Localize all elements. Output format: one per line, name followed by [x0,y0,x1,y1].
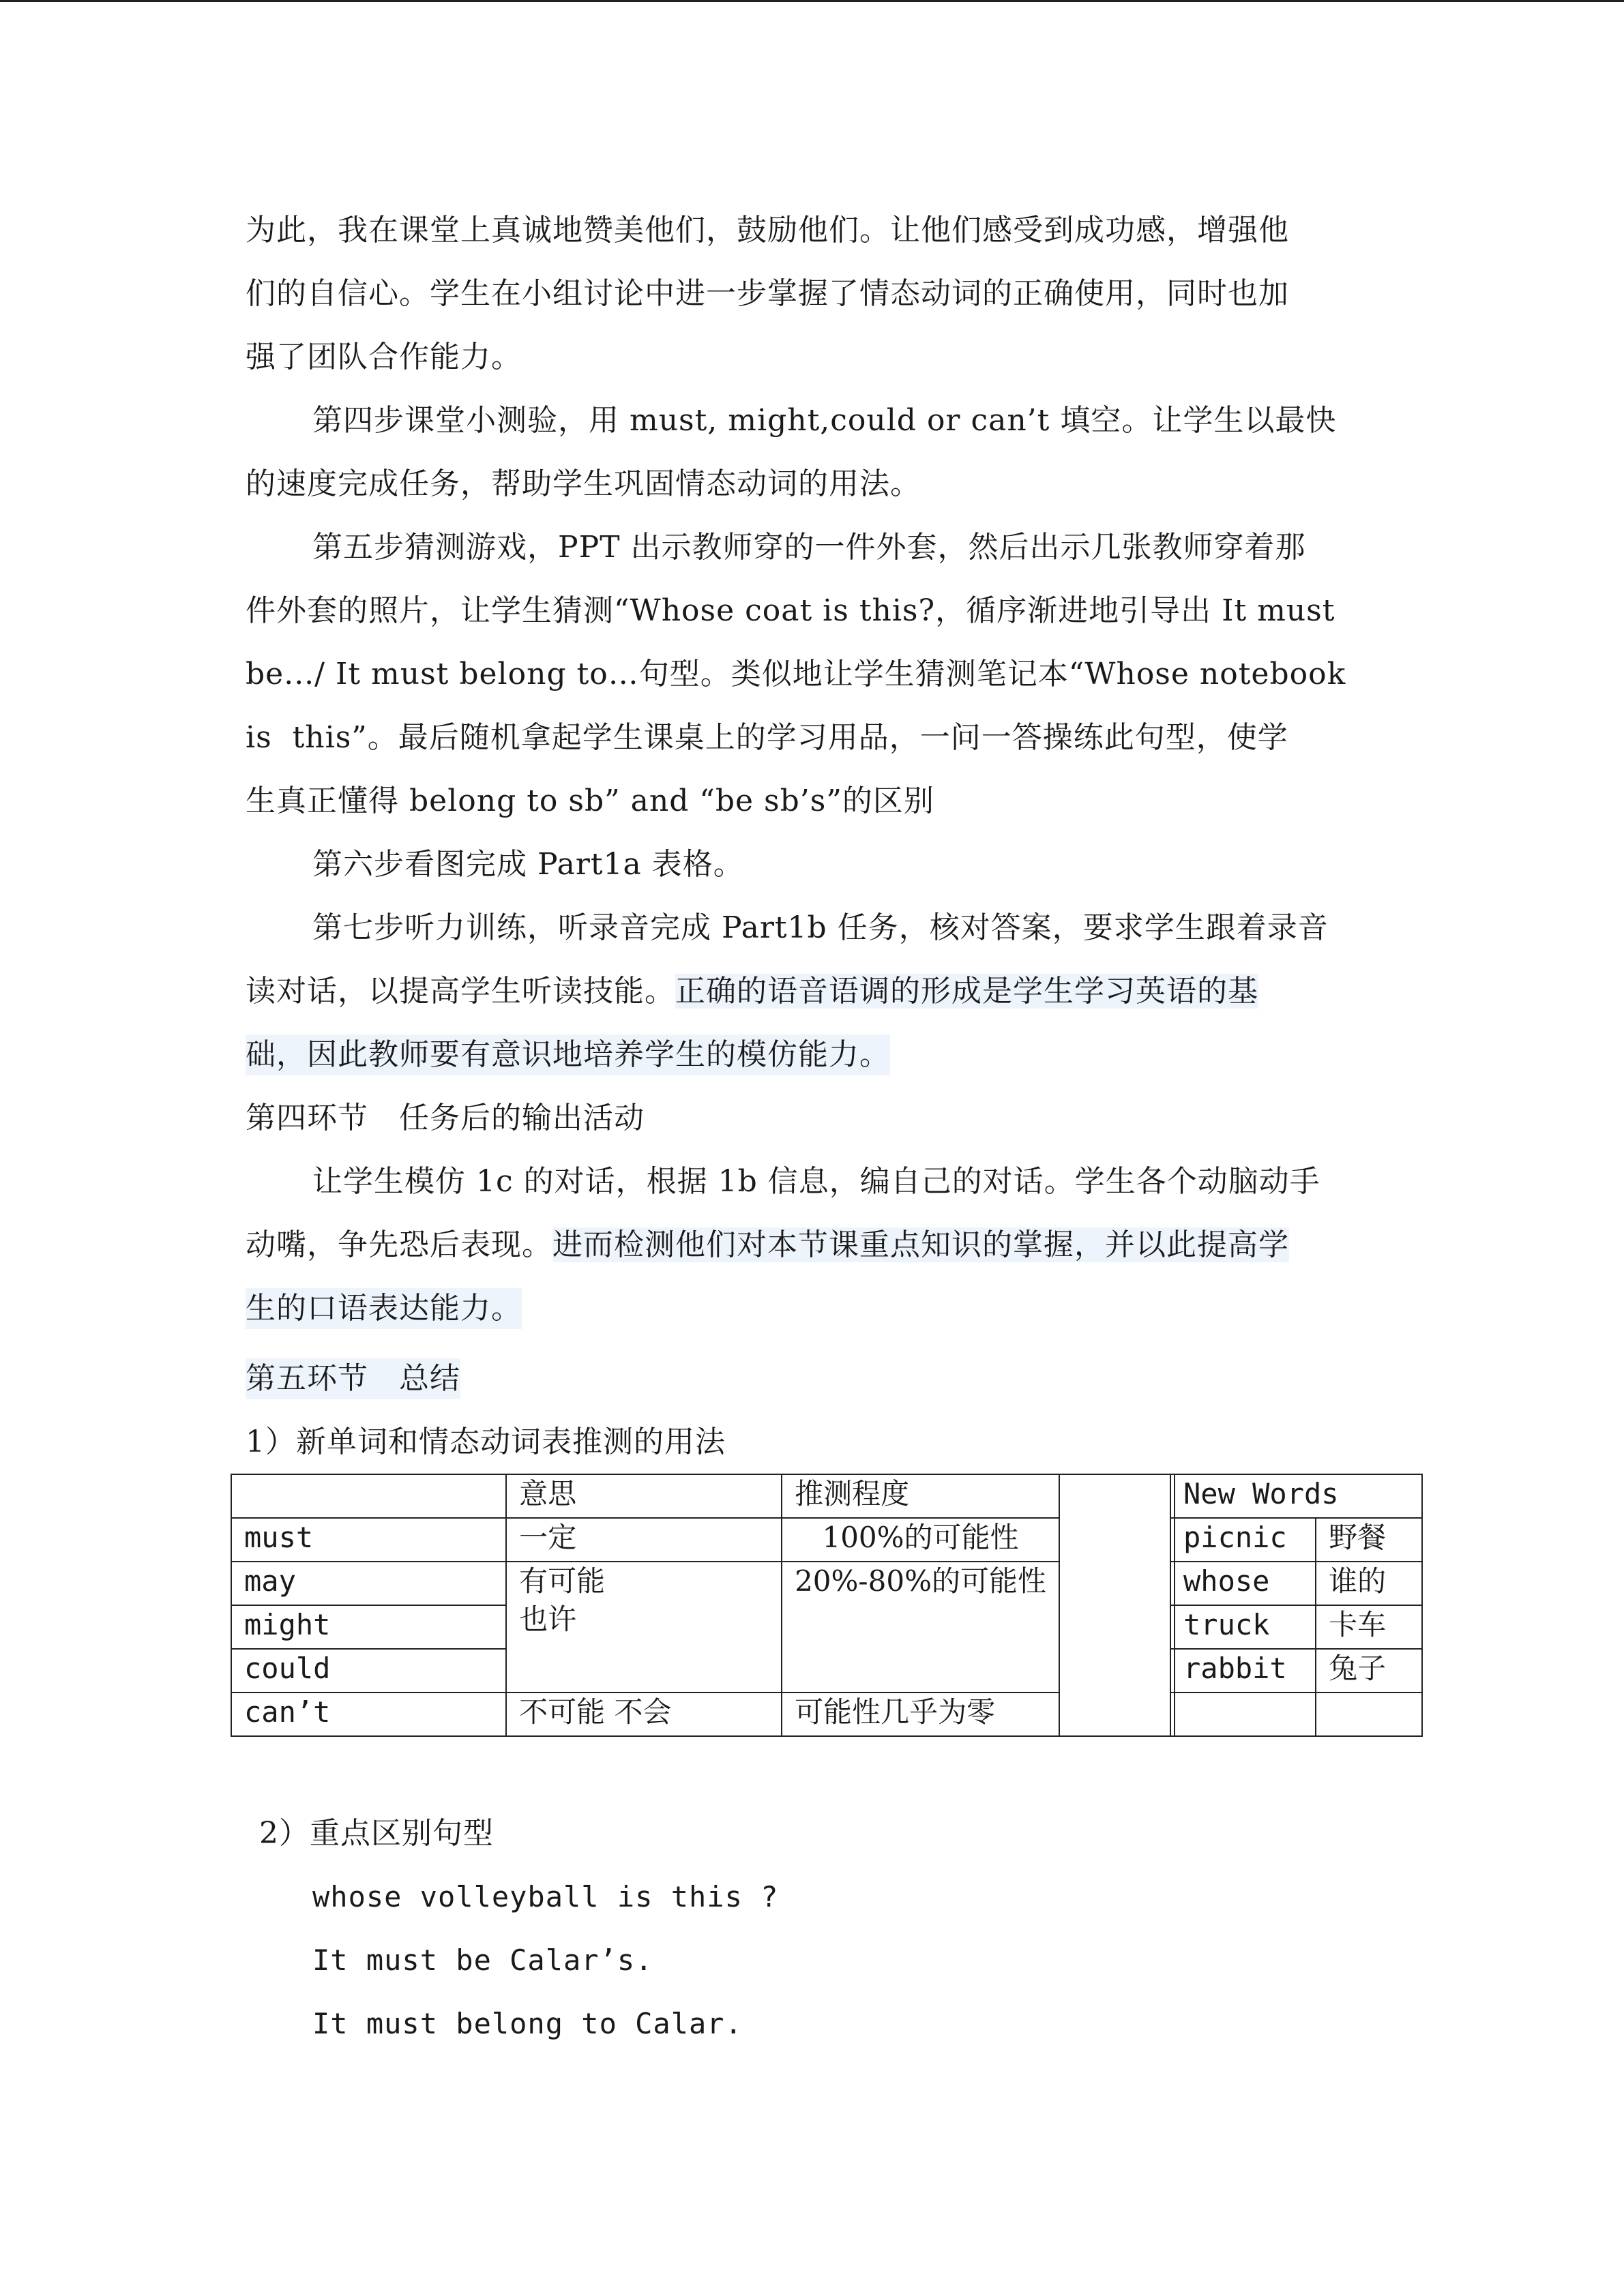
paragraph-line: 件外套的照片，让学生猜测“Whose coat is this?，循序渐进地引导出 It must [246,593,1335,628]
new-words-table [1170,1474,1423,1737]
table-row [1170,1518,1422,1562]
subheading: 2）重点区别句型 [259,1816,494,1851]
table-cell: 卡车 [1316,1605,1422,1649]
paragraph-line: 生真正懂得 belong to sb” and “be sb’s”的区别 [246,784,934,818]
highlighted-text: 生的口语表达能力。 [246,1288,522,1329]
paragraph-line [246,1225,1289,1266]
table-cell [1170,1693,1316,1736]
subheading: 1）新单词和情态动词表推测的用法 [246,1425,726,1459]
paragraph-line: 第七步听力训练，听录音完成 Part1b 任务，核对答案，要求学生跟着录音 [312,910,1329,945]
paragraph-line: 第六步看图完成 Part1a 表格。 [312,847,744,882]
section-title: 第四环节 任务后的输出活动 [246,1101,645,1135]
table-row [1170,1693,1422,1736]
paragraph-line: 的速度完成任务，帮助学生巩固情态动词的用法。 [246,466,921,501]
table-cell: 谁的 [1316,1562,1422,1605]
table-cell [1316,1693,1422,1736]
paragraph-line: 们的自信心。学生在小组讨论中进一步掌握了情态动词的正确使用，同时也加 [246,276,1289,311]
table-cell: 野餐 [1316,1518,1422,1562]
table-cell-text: 也许 [519,1602,577,1636]
paragraph-line: be.../ It must belong to…句型。类似地让学生猜测笔记本“Whose notebook [246,657,1346,691]
table-cell-text: 有可能 [519,1564,606,1598]
table-cell: may [231,1562,506,1605]
table-cell: 可能性几乎为零 [782,1693,1059,1736]
table-cell: 不可能 不会 [506,1693,782,1736]
example-sentence: It must belong to Calar. [312,2007,743,2040]
table-cell: 一定 [506,1518,782,1562]
table-cell: can’t [231,1693,506,1736]
table-row [231,1518,1175,1562]
table-header-cell: 推测程度 [782,1474,1059,1518]
table-cell: whose [1170,1562,1316,1605]
modal-verb-table [231,1474,1175,1737]
highlighted-text: 础，因此教师要有意识地培养学生的模仿能力。 [246,1034,890,1075]
paragraph-line: 第五步猜测游戏，PPT 出示教师穿的一件外套，然后出示几张教师穿着那 [312,530,1306,565]
paragraph-line: is this”。最后随机拿起学生课桌上的学习用品，一问一答操练此句型，使学 [246,720,1288,755]
paragraph-line [246,971,1258,1012]
paragraph-line: 第四步课堂小测验，用 must, might,could or can’t 填空。让学生以最快 [312,403,1337,438]
table-cell: could [231,1649,506,1693]
table-cell-merged: 20%-80%的可能性 [782,1562,1059,1693]
paragraph-line: 让学生模仿 1c 的对话，根据 1b 信息，编自己的对话。学生各个动脑动手 [312,1164,1320,1199]
table-cell [231,1474,506,1518]
table-cell: truck [1170,1605,1316,1649]
paragraph-line: 强了团队合作能力。 [246,340,522,374]
paragraph-segment: 读对话，以提高学生听读技能。 [246,974,675,1009]
table-cell: 兔子 [1316,1649,1422,1693]
section-title: 第五环节 总结 [246,1358,460,1399]
table-cell: might [231,1605,506,1649]
table-header-cell: 意思 [506,1474,782,1518]
table-cell: must [231,1518,506,1562]
table-cell: picnic [1170,1518,1316,1562]
table-row [1170,1474,1422,1518]
highlighted-text: 进而检测他们对本节课重点知识的掌握，并以此提高学 [552,1227,1289,1262]
table-row [1170,1605,1422,1649]
table-cell: 100%的可能性 [782,1518,1059,1562]
table-cell: rabbit [1170,1649,1316,1693]
table-row [231,1474,1175,1518]
paragraph-segment: 动嘴，争先恐后表现。 [246,1227,552,1262]
table-row [1170,1562,1422,1605]
example-sentence: It must be Calar’s. [312,1943,653,1977]
paragraph-line: 为此，我在课堂上真诚地赞美他们，鼓励他们。让他们感受到成功感，增强他 [246,213,1289,248]
table-row [231,1562,1175,1605]
example-sentence: whose volleyball is this ? [312,1880,779,1913]
table-cell-merged [506,1562,782,1693]
table-header-cell: New Words [1170,1474,1422,1518]
highlighted-text: 正确的语音语调的形成是学生学习英语的基 [675,974,1258,1009]
table-row [231,1693,1175,1736]
page-top-border [0,0,1624,2]
table-row [1170,1649,1422,1693]
spacer-cell [1059,1474,1175,1736]
